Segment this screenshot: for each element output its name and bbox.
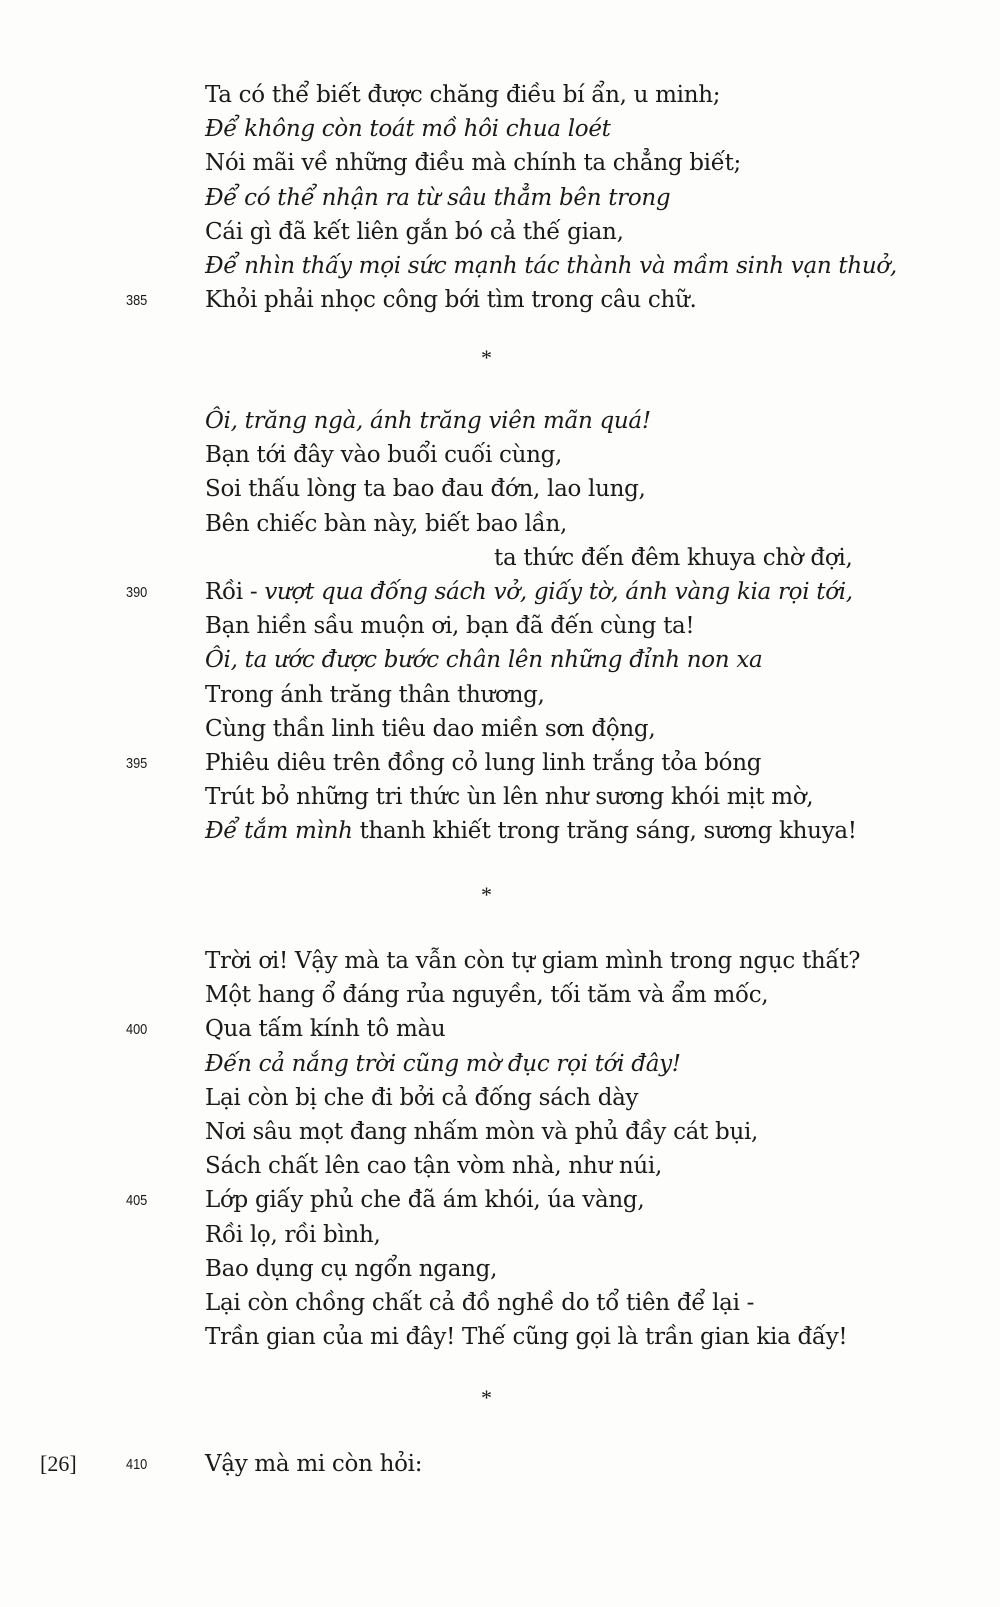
verse-line [494,543,852,573]
line-number: 405 [126,1192,148,1210]
verse-text: Rồi lọ, rồi bình, [205,1221,381,1248]
line-number: 395 [126,755,148,772]
verse-text: Phiêu diêu trên đồng cỏ lung linh trắng tỏa bóng [205,750,762,776]
verse-text: Bạn tới đây vào buổi cuối cùng, [205,442,563,469]
verse-text: Trong ánh trăng thân thương, [205,681,545,708]
verse-text: Bạn hiền sầu muộn ơi, bạn đã đến cùng ta! [205,613,695,640]
verse-text: Bên chiếc bàn này, biết bao lần, [205,510,568,537]
verse-line [205,611,694,641]
line-number: 385 [126,292,148,310]
verse-line [205,509,567,539]
verse-text-italic: Để nhìn thấy mọi sức mạnh tác thành và mầm sinh vạn thuở, [205,253,897,279]
verse-text-italic: Đến cả nắng trời cũng mờ đục rọi tới đây! [205,1050,681,1077]
verse-line [205,114,611,144]
page-number: [26] [40,1451,77,1476]
verse-text-italic: vượt qua đống sách vở, giấy tờ, ánh vàng kia rọi tới, [264,579,853,605]
section-separator: * [481,1385,492,1410]
verse-line [205,1083,638,1113]
verse-line [205,980,768,1010]
verse-line [205,148,741,178]
verse-text-italic: Ôi, trăng ngà, ánh trăng viên mãn quá! [205,408,651,434]
line-number: 400 [126,1021,148,1039]
verse-text: Ta có thể biết được chăng điều bí ẩn, u minh; [205,82,721,108]
verse-line [205,1049,681,1079]
verse-line [205,816,857,846]
verse-text: Rồi - [205,579,265,605]
verse-text: Vậy mà mi còn hỏi: [205,1451,423,1477]
verse-text: Lại còn chồng chất cả đồ nghề do tổ tiên để lại - [205,1290,755,1316]
verse-text: Bao dụng cụ ngổn ngang, [205,1255,498,1282]
verse-line [205,680,545,710]
verse-line [205,440,562,470]
verse-line [205,1185,644,1215]
verse-line [205,782,813,812]
verse-line [205,406,651,436]
verse-line [205,474,646,504]
verse-line [205,1322,847,1352]
verse-line [205,748,761,778]
verse-text: Sách chất lên cao tận vòm nhà, như núi, [205,1153,663,1180]
verse-text: Nơi sâu mọt đang nhấm mòn và phủ đầy cát bụi, [205,1119,759,1145]
verse-text: Trần gian của mi đây! Thế cũng gọi là trần gian kia đấy! [205,1324,848,1351]
verse-line [205,285,697,315]
verse-text: Lại còn bị che đi bởi cả đống sách dày [205,1084,639,1111]
verse-line [205,577,853,607]
verse-text: Trời ơi! Vậy mà ta vẫn còn tự giam mình trong ngục thất? [205,948,861,974]
verse-text: Khỏi phải nhọc công bới tìm trong câu chữ. [205,287,697,314]
section-separator: * [481,345,492,370]
verse-text-italic: Ôi, ta ước được bước chân lên những đỉnh non xa [205,647,763,674]
verse-line [205,1014,445,1044]
verse-line [205,183,670,213]
verse-line [205,80,720,110]
verse-line [205,1117,758,1147]
verse-line [205,1288,754,1318]
verse-line [205,1449,422,1479]
line-number: 410 [126,1456,148,1473]
verse-text-italic: Để có thể nhận ra từ sâu thẳm bên trong [205,184,671,211]
line-number: 390 [126,584,148,601]
verse-line [205,645,762,675]
verse-line [205,946,860,976]
verse-line [205,217,624,247]
verse-line [205,714,655,744]
verse-text-italic: Để không còn toát mồ hôi chua loét [205,116,611,143]
verse-text: thanh khiết trong trăng sáng, sương khuya! [352,818,857,845]
verse-text: Cùng thần linh tiêu dao miền sơn động, [205,715,656,742]
verse-line [205,251,897,281]
verse-text: Một hang ổ đáng rủa nguyền, tối tăm và ẩm mốc, [205,982,769,1009]
verse-text: Qua tấm kính tô màu [205,1016,446,1043]
verse-text: Trút bỏ những tri thức ùn lên như sương khói mịt mờ, [205,784,814,811]
verse-text: Lớp giấy phủ che đã ám khói, úa vàng, [205,1187,645,1214]
verse-line [205,1220,381,1250]
verse-text: Nói mãi về những điều mà chính ta chẳng biết; [205,150,741,177]
verse-line [205,1254,497,1284]
verse-text: Soi thấu lòng ta bao đau đớn, lao lung, [205,476,646,503]
verse-text: Cái gì đã kết liên gắn bó cả thế gian, [205,218,624,245]
section-separator: * [481,882,492,907]
verse-line [205,1151,662,1181]
verse-text: ta thức đến đêm khuya chờ đợi, [494,544,853,571]
verse-text-italic: Để tắm mình [205,818,353,845]
